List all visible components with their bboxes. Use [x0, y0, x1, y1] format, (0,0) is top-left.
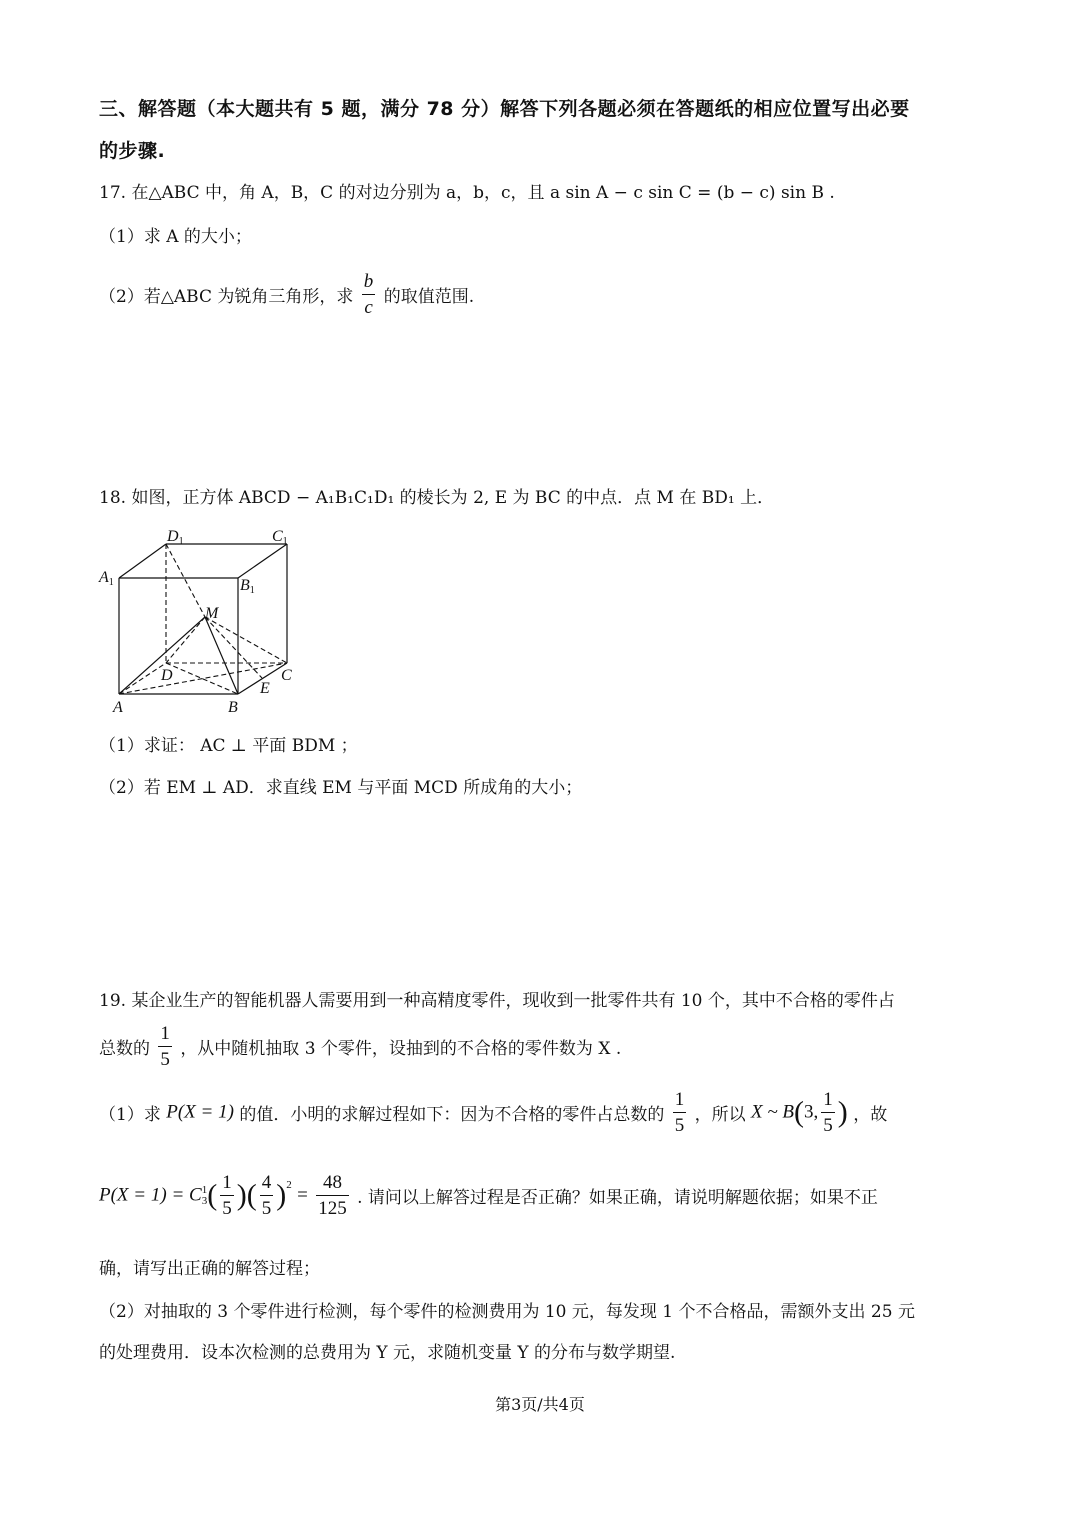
q19-part1-frac-num: 1 [673, 1090, 687, 1113]
q19-frac-num: 1 [158, 1024, 172, 1047]
q17-part2-pre: （2）若△ABC 为锐角三角形，求 [99, 287, 354, 307]
q19-formula-line [99, 1173, 878, 1218]
q19-dist-fraction [821, 1090, 835, 1135]
q19-dist-frac-num: 1 [821, 1090, 835, 1113]
q19-part1-a: （1）求 [99, 1105, 161, 1125]
q19-part1-dist: X ~ B [751, 1101, 795, 1123]
q19-line2 [99, 1024, 621, 1069]
q19-f-result [316, 1173, 349, 1218]
q19-line2-pre: 总数的 [99, 1039, 150, 1059]
label-A1: A1 [99, 569, 114, 588]
q17-frac-den: c [364, 297, 373, 318]
q19-part1-d: ，故 [853, 1105, 888, 1125]
q17-part2-post: 的取值范围. [383, 287, 475, 307]
q18-part2: （2）若 EM ⊥ AD．求直线 EM 与平面 MCD 所成角的大小； [99, 778, 583, 798]
q19-part2-line2: 的处理费用．设本次检测的总费用为 Y 元，求随机变量 Y 的分布与数学期望. [99, 1343, 676, 1363]
q17-part2 [99, 272, 474, 317]
q19-part1-fraction [673, 1090, 687, 1135]
q19-f-frac2 [260, 1173, 274, 1218]
q19-line2-post: ，从中随机抽取 3 个零件，设抽到的不合格的零件数为 X . [180, 1039, 622, 1059]
paren-open: ( [794, 1095, 805, 1129]
q19-fraction [158, 1024, 172, 1069]
q19-formula-tail: . 请问以上解答过程是否正确？如果正确，请说明解题依据；如果不正 [357, 1188, 878, 1208]
q19-part1-frac-den: 5 [674, 1115, 685, 1136]
label-D: D [161, 667, 173, 684]
q18-stem: 18. 如图，正方体 ABCD − A₁B₁C₁D₁ 的棱长为 2, E 为 BC 的中点．点 M 在 BD₁ 上． [99, 488, 775, 508]
q19-dist-n: 3, [804, 1101, 819, 1123]
paren-close: ) [837, 1095, 848, 1129]
q19-part1-line3: 确，请写出正确的解答过程； [99, 1259, 320, 1279]
q17-stem: 17. 在△ABC 中，角 A，B，C 的对边分别为 a，b，c，且 a sin A − c sin C = (b − c) sin B . [99, 183, 835, 203]
paren-open: ( [207, 1178, 218, 1212]
q19-f2-den: 5 [261, 1198, 272, 1219]
q19-part1-b: 的值．小明的求解过程如下：因为不合格的零件占总数的 [239, 1105, 665, 1125]
q19-f2-num: 4 [260, 1173, 274, 1196]
q17-frac-num: b [362, 272, 376, 295]
q19-line1: 19. 某企业生产的智能机器人需要用到一种高精度零件，现收到一批零件共有 10 个，其中不合格的零件占 [99, 991, 895, 1011]
label-B: B [228, 699, 238, 716]
q19-f-res-num: 48 [316, 1173, 349, 1196]
q18-part1: （1）求证： AC ⊥ 平面 BDM ； [99, 736, 358, 756]
section-title-line1: 三、解答题（本大题共有 5 题，满分 78 分）解答下列各题必须在答题纸的相应位置写出必要 [99, 98, 910, 120]
label-D1: D1 [167, 528, 184, 547]
q19-f-frac1 [220, 1173, 234, 1218]
q19-part2-line1: （2）对抽取的 3 个零件进行检测，每个零件的检测费用为 10 元，每发现 1 个不合格品，需额外支出 25 元 [99, 1302, 915, 1322]
q19-formula-lhs: P(X = 1) = C [99, 1184, 202, 1206]
label-A: A [113, 699, 123, 716]
section-title-line2: 的步骤. [99, 140, 166, 162]
paren-open: ( [246, 1178, 257, 1212]
label-M: M [205, 605, 219, 622]
q19-part1-line1 [99, 1090, 887, 1135]
q19-comb-sup: 1 [201, 1183, 208, 1196]
q19-frac-den: 5 [160, 1049, 170, 1070]
q19-dist-frac-den: 5 [823, 1115, 833, 1136]
label-C1: C1 [272, 528, 288, 547]
q19-f1-den: 5 [222, 1198, 232, 1219]
q19-part1-prob: P(X = 1) [166, 1101, 234, 1123]
q19-f-square: 2 [286, 1179, 292, 1191]
label-C: C [281, 667, 292, 684]
paren-close: ) [276, 1178, 287, 1212]
q19-comb-sub: 3 [201, 1194, 208, 1207]
label-E: E [260, 680, 270, 697]
label-B1: B1 [240, 577, 255, 596]
cube-figure [95, 522, 310, 720]
equals-sign: = [297, 1184, 308, 1206]
q19-f-res-den: 125 [318, 1198, 347, 1219]
q19-part1-c: ，所以 [694, 1105, 746, 1125]
page-number: 第3页/共4页 [495, 1395, 585, 1414]
q17-fraction [362, 272, 376, 317]
q17-part1: （1）求 A 的大小； [99, 227, 252, 247]
paren-close: ) [236, 1178, 247, 1212]
q19-f1-num: 1 [220, 1173, 234, 1196]
